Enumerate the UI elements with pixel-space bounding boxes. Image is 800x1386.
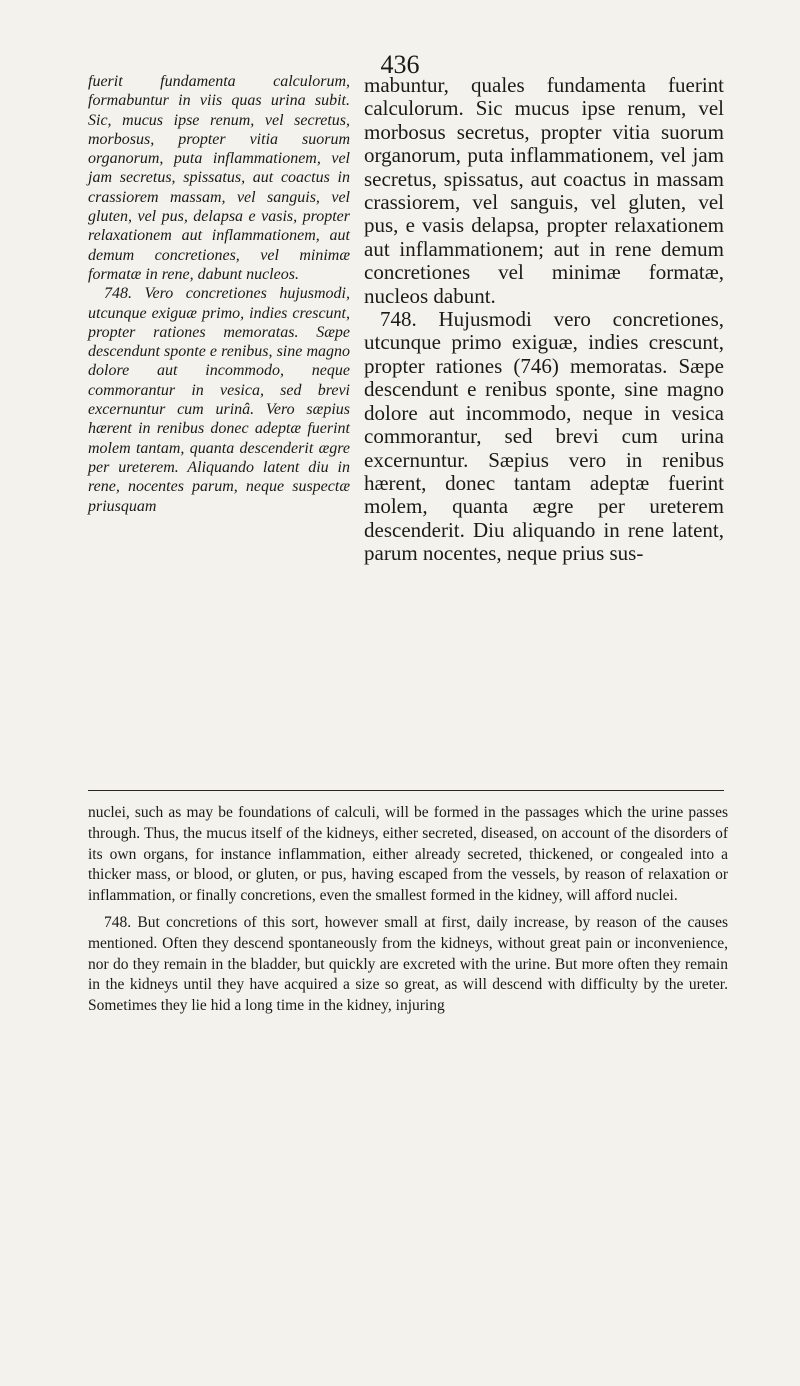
main-latin-paragraph: mabuntur, quales fundamenta fuerint calculorum. Sic mucus ipse renum, vel morbosus secretus, propter vitia suorum organorum, puta inflammationem, vel jam secretus, spissatus, aut coactus in massam crassiorem, vel sanguis, vel gluten, vel pus, e vasis delapsa, propter relaxationem aut inflammationem; aut in rene demum concretiones vel minimæ formatæ, nucleos dabunt.: [364, 73, 724, 308]
sidebar-paragraph: 748. Vero concretiones hujusmodi, utcunque exiguæ primo, indies crescunt, propter rationes memoratas. Sæpe descendunt sponte e renibus, sine magno dolore aut incommodo, neque commorantur in vesica, sed brevi excernuntur cum urinâ. Vero sæpius hærent in renibus donec adeptæ fuerint molem tantam, quanta descenderit ægre per ureterem. Aliquando latent diu in rene, nocentes parum, neque suspectæ priusquam: [88, 285, 350, 515]
english-translation: [88, 803, 728, 1017]
sidebar-paragraph: fuerit fundamenta calculorum, formabuntur in viis quas urina subit. Sic, mucus ipse renum, vel secretus, morbosus, propter vitia suorum organorum, puta inflammationem, vel jam secretus, spissatus, aut coactus in crassiorem massam, vel sanguis, vel gluten, vel pus, delapsa e vasis, propter relaxationem aut inflammationem, aut demum concretiones, vel minimæ formatæ in rene, dabunt nucleos.: [88, 73, 350, 283]
main-latin-paragraph: 748. Hujusmodi vero concretiones, utcunque primo exiguæ, indies crescunt, propter rationes (746) memoratas. Sæpe descendunt e renibus sponte, sine magno dolore aut incommodo, neque in vesica commorantur, sed brevi cum urina excernuntur. Sæpius vero in renibus hærent, donec tantam adeptæ fuerint molem, quanta ægre per ureterem descenderit. Diu aliquando in rene latent, parum nocentes, neque prius sus-: [364, 307, 724, 566]
translation-paragraph: nuclei, such as may be foundations of calculi, will be formed in the passages which the urine passes through. Thus, the mucus itself of the kidneys, either secreted, diseased, on account of the disorders of its own organs, for instance inflammation, either already secreted, thickened, or congealed into a thicker mass, or blood, or gluten, or pus, having escaped from the vessels, by reason of relaxation or inflammation, or finally concretions, even the smallest formed in the kidney, will afford nuclei.: [88, 804, 728, 905]
sidebar-latin-column: [88, 72, 350, 516]
translation-paragraph: 748. But concretions of this sort, however small at first, daily increase, by reason of the causes mentioned. Often they descend spontaneously from the kidneys, without great pain or inconvenience, nor do they remain in the bladder, but quickly are excreted with the urine. But more often they remain in the kidneys until they have acquired a size so great, as will descend with difficulty by the ureter. Sometimes they lie hid a long time in the kidney, injuring: [88, 913, 728, 1015]
main-latin-column: [364, 74, 724, 566]
section-divider: [88, 790, 724, 791]
page-number: 436: [380, 50, 420, 79]
